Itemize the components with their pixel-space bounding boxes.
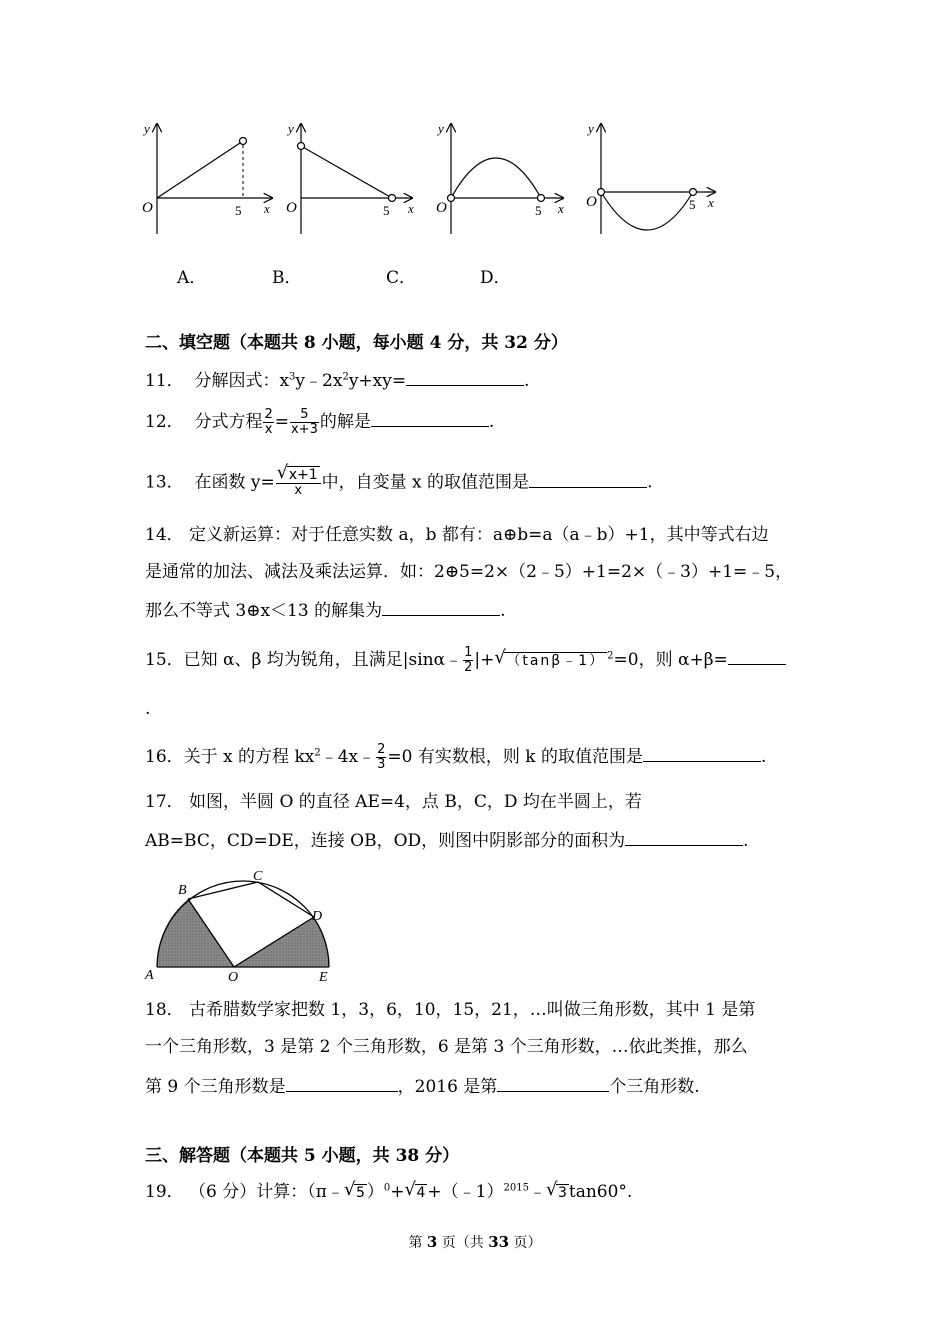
fraction: $\frac{5}{x+3}$ [290,407,318,437]
graph-options [0,110,950,360]
answer-blank [371,409,489,427]
point-e-label: E [319,970,328,985]
answer-blank [529,470,647,488]
graph-c [436,121,564,234]
answer-blank [406,368,524,386]
tick-label: 5 [535,203,542,218]
point-c-label: C [253,869,263,884]
option-b-label: B． [272,268,302,288]
point-b-label: B [178,883,187,898]
option-c-label: C． [386,268,417,288]
fraction: $\frac{1}{2}$ [464,645,473,675]
question-14-line-2: 是通常的加法、减法及乘法运算．如：2⊕5=2×（2﹣5）+1=2×（﹣3）+1=﹣5， [145,562,793,582]
section-heading-fill-in: 二、填空题（本题共 8 小题，每小题 4 分，共 32 分） [145,333,568,353]
question-12: 12． 分式方程 $\frac{2}{x}$ = $\frac{5}{x+3}$ 的解是 . [145,407,495,437]
y-label: y [588,121,594,136]
fraction: √ x+1 x [276,468,321,498]
question-17-line-1: 17． 如图，半圆 O 的直径 AE=4，点 B，C，D 均在半圆上，若 [145,792,642,812]
page-number: 3 [426,1233,438,1251]
graph-b [286,121,414,234]
section-heading-answers: 三、解答题（本题共 5 小题，共 38 分） [145,1146,460,1166]
x-label: x [708,195,714,210]
origin-label: O [586,194,597,210]
point-a-label: A [145,968,154,983]
fraction: $\frac{2}{3}$ [377,742,386,772]
x-label: x [558,201,564,216]
question-13: 13． 在函数 y= √ x+1 x 中，自变量 x 的取值范围是 . [145,462,653,498]
question-16: 16．关于 x 的方程 $kx^2﹣4x﹣$ $\frac{2}{3}$ =0 有实数根，则 k 的取值范围是 . [145,742,767,772]
question-11: 11． 分解因式：$x^3y﹣2x^2y+xy=$ . [145,368,530,392]
y-label: y [288,121,294,136]
point-d-label: D [312,909,323,924]
question-18-line-1: 18． 古希腊数学家把数 1，3，6，10，15，21，…叫做三角形数，其中 1 是第 [145,1000,756,1020]
question-14-line-1: 14． 定义新运算：对于任意实数 a，b 都有：a⊕b=a（a﹣b）+1，其中等式右边 [145,525,769,545]
option-d-label: D． [480,268,511,288]
origin-label: O [286,200,297,216]
answer-blank [497,1074,609,1092]
tick-label: 5 [383,203,390,218]
origin-label: O [142,200,153,216]
question-15: 15．已知 α、β 均为锐角，且满足|sinα﹣ $\frac{1}{2}$ |+ √ （tanβ﹣1） $^2$=0，则 α+β= [145,646,786,675]
option-a-label: A． [177,268,207,288]
question-18-line-3: 第 9 个三角形数是 ，2016 是第 个三角形数. [145,1074,700,1098]
semicircle-figure [140,865,340,985]
y-label: y [144,121,150,136]
y-label: y [438,121,444,136]
graph-d [586,121,715,234]
tick-label: 5 [689,197,696,212]
fraction: $\frac{2}{x}$ [264,407,273,437]
graph-a [142,121,272,234]
x-label: x [264,201,270,216]
x-label: x [408,201,414,216]
origin-label: O [436,200,447,216]
tick-label: 5 [235,203,242,218]
answer-blank [382,598,500,616]
total-pages: 33 [488,1233,510,1251]
question-17-line-2: AB=BC，CD=DE，连接 OB，OD，则图中阴影部分的面积为 . [145,828,749,852]
answer-blank [625,828,743,846]
answer-blank [643,744,761,762]
answer-blank [286,1074,398,1092]
answer-blank [728,647,786,665]
question-14-line-3: 那么不等式 3⊕x＜13 的解集为 . [145,598,506,622]
question-18-line-2: 一个三角形数，3 是第 2 个三角形数，6 是第 3 个三角形数，…依此类推，那么 [145,1037,748,1057]
page-footer: 第 3 页（共 33 页） [408,1233,542,1251]
question-15-dot: . [145,699,151,719]
point-o-label: O [228,970,239,985]
question-19: 19． （6 分）计算：（π﹣ √ 5 ）$^0$+ √ 4 +（﹣1）$^{2015}$﹣ √ 3 tan60°. [145,1179,633,1202]
